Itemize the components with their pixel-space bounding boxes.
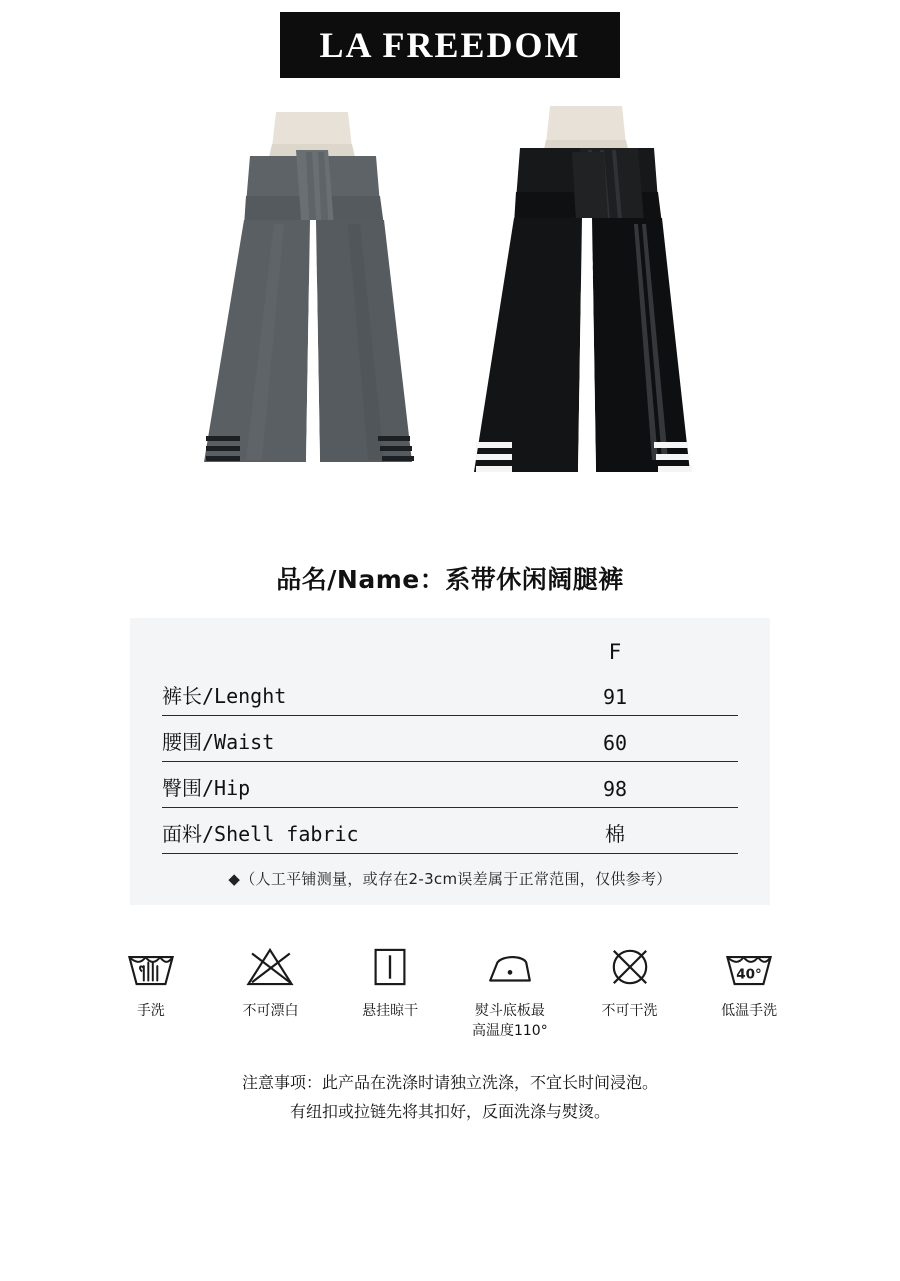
care-note-line-1: 注意事项：此产品在洗涤时请独立洗涤，不宜长时间浸泡。 bbox=[241, 1072, 658, 1092]
care-item-iron bbox=[469, 939, 551, 1042]
grey-pants-illustration bbox=[188, 100, 438, 500]
care-label: 低温手洗 bbox=[721, 1003, 778, 1019]
spec-table-header bbox=[130, 640, 770, 664]
size-spec-table bbox=[130, 618, 770, 905]
brand-banner bbox=[280, 12, 620, 78]
iron-low-temp-icon bbox=[469, 939, 551, 995]
table-row bbox=[130, 818, 770, 854]
brand-name: LA FREEDOM bbox=[319, 25, 581, 65]
care-label: 熨斗底板最高温度110° bbox=[471, 1003, 548, 1040]
spec-label: 面料/Shell fabric bbox=[162, 818, 492, 854]
wash-temp-value: 40° bbox=[736, 966, 762, 983]
care-label: 不可干洗 bbox=[601, 1003, 658, 1019]
care-note-line-2: 有纽扣或拉链先将其扣好，反面洗涤与熨烫。 bbox=[289, 1102, 610, 1122]
spec-label: 臀围/Hip bbox=[162, 772, 492, 808]
hand-wash-icon bbox=[110, 939, 192, 995]
spec-label: 腰围/Waist bbox=[162, 726, 492, 762]
care-label: 手洗 bbox=[136, 1003, 165, 1019]
care-item-no-dry-clean bbox=[589, 939, 671, 1042]
do-not-bleach-icon bbox=[230, 939, 312, 995]
product-photo-grey bbox=[188, 100, 438, 500]
product-name: 品名/Name：系带休闲阔腿裤 bbox=[276, 565, 624, 594]
care-label: 悬挂晾干 bbox=[362, 1003, 419, 1019]
do-not-dry-clean-icon bbox=[589, 939, 671, 995]
care-item-hang-dry bbox=[349, 939, 431, 1042]
spec-value: 98 bbox=[492, 777, 738, 808]
spec-header-blank bbox=[162, 640, 492, 664]
care-item-hand-wash bbox=[110, 939, 192, 1042]
care-item-no-bleach bbox=[230, 939, 312, 1042]
spec-value: 棉 bbox=[492, 818, 738, 854]
measurement-note: ◆（人工平铺测量，或存在2-3cm误差属于正常范围，仅供参考） bbox=[228, 870, 672, 888]
spec-value: 60 bbox=[492, 731, 738, 762]
care-item-low-temp-wash bbox=[708, 939, 790, 1042]
table-row bbox=[130, 772, 770, 808]
spec-value: 91 bbox=[492, 685, 738, 716]
spec-header-size: F bbox=[608, 640, 622, 664]
product-photo-black bbox=[462, 100, 712, 500]
care-label: 不可漂白 bbox=[242, 1003, 299, 1019]
care-notes bbox=[0, 1068, 900, 1127]
table-row bbox=[130, 680, 770, 716]
black-pants-illustration bbox=[462, 100, 712, 500]
hang-dry-icon bbox=[349, 939, 431, 995]
spec-label: 裤长/Lenght bbox=[162, 680, 492, 716]
care-instructions bbox=[0, 939, 900, 1042]
low-temp-hand-wash-icon bbox=[708, 939, 790, 995]
product-photo-gallery bbox=[0, 100, 900, 500]
table-row bbox=[130, 726, 770, 762]
